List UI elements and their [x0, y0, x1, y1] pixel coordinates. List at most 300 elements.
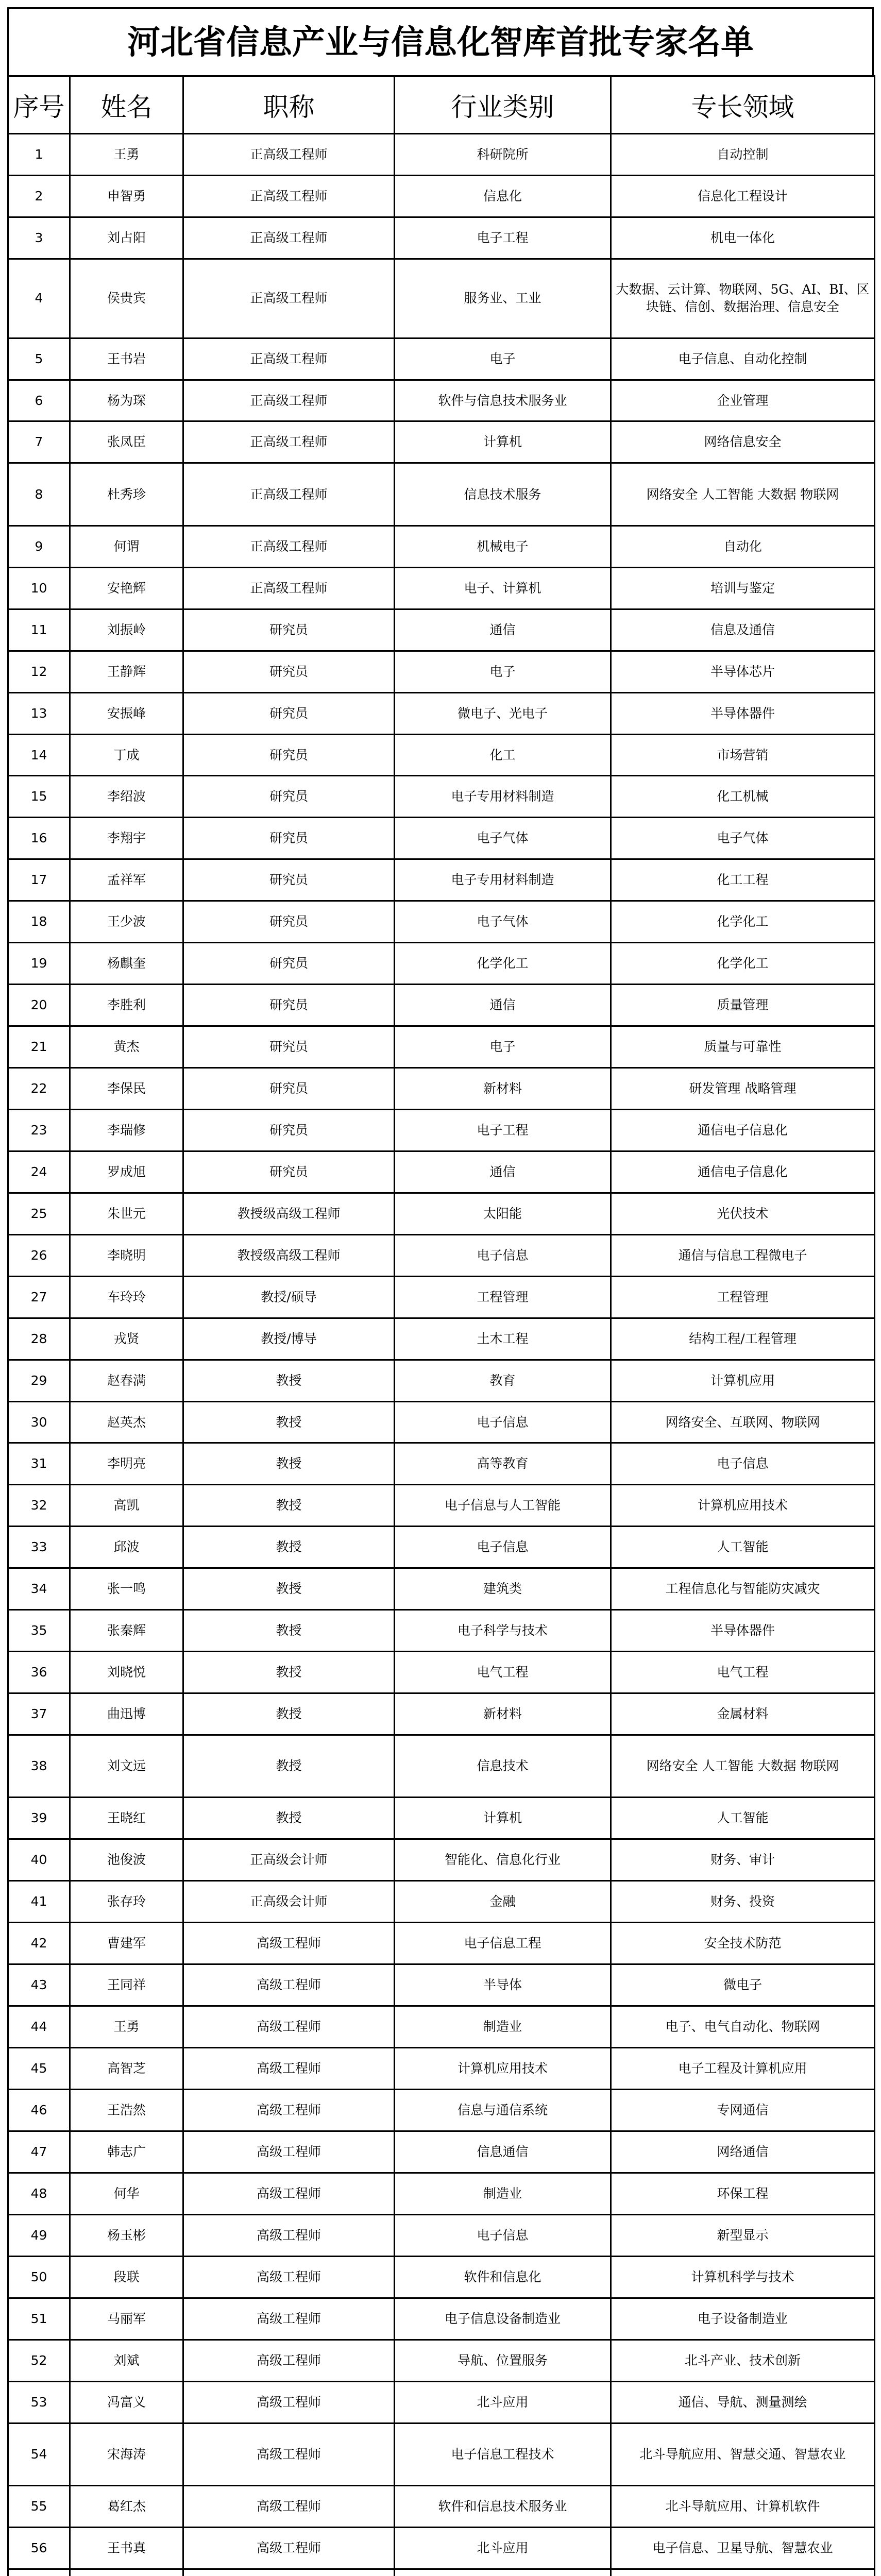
cell-field: 质量管理 [611, 985, 875, 1026]
cell-name: 杨为琛 [70, 380, 183, 421]
table-row [8, 2090, 875, 2131]
cell-industry: 电子气体 [395, 818, 611, 859]
cell-title: 教授 [183, 1360, 395, 1401]
cell-industry: 北斗应用 [395, 2381, 611, 2423]
table-row [8, 1735, 875, 1798]
header-cell-no: 序号 [8, 76, 70, 134]
cell-name: 李保民 [70, 1068, 183, 1110]
cell-field: 人工智能 [611, 1527, 875, 1568]
cell-field: 电子气体 [611, 818, 875, 859]
cell-name: 何谓 [70, 526, 183, 567]
table-row [8, 1443, 875, 1485]
cell-field: 北斗导航应用、智慧交通、智慧农业 [611, 2423, 875, 2485]
cell-industry: 电子信息 [395, 2214, 611, 2256]
cell-industry: 智能化、信息化行业 [395, 1839, 611, 1881]
cell-title: 教授/硕导 [183, 1276, 395, 1318]
cell-title [183, 2569, 395, 2576]
cell-industry: 服务业、工业 [395, 259, 611, 338]
cell-field: 半导体芯片 [611, 651, 875, 692]
cell-industry: 化学化工 [395, 943, 611, 985]
table-row [8, 1193, 875, 1234]
table-row [8, 2214, 875, 2256]
table-row [8, 1923, 875, 1964]
cell-name: 张凤臣 [70, 421, 183, 463]
cell-industry: 制造业 [395, 2006, 611, 2048]
table-row [8, 734, 875, 776]
table-row [8, 943, 875, 985]
cell-name: 刘斌 [70, 2340, 183, 2381]
cell-field: 电子信息、卫星导航、智慧农业 [611, 2527, 875, 2569]
cell-field: 电子信息、自动化控制 [611, 338, 875, 380]
cell-name: 王少波 [70, 901, 183, 943]
table-row [8, 818, 875, 859]
cell-field: 通信电子信息化 [611, 1109, 875, 1151]
cell-industry: 信息与通信系统 [395, 2090, 611, 2131]
cell-title: 教授 [183, 1527, 395, 1568]
cell-field: 网络通信 [611, 2131, 875, 2173]
cell-field: 培训与鉴定 [611, 567, 875, 609]
cell-field: 化工工程 [611, 859, 875, 901]
cell-name: 赵英杰 [70, 1401, 183, 1443]
cell-no: 48 [8, 2173, 70, 2214]
cell-name: 王勇 [70, 2006, 183, 2048]
cell-industry: 太阳能 [395, 1193, 611, 1234]
cell-title: 正高级工程师 [183, 217, 395, 259]
cell-field: 财务、审计 [611, 1839, 875, 1881]
cell-title: 研究员 [183, 609, 395, 651]
cell-title: 高级工程师 [183, 2090, 395, 2131]
cell-industry: 电子、计算机 [395, 567, 611, 609]
table-row [8, 2527, 875, 2569]
cell-field: 信息及通信 [611, 609, 875, 651]
cell-no: 21 [8, 1026, 70, 1068]
table-row [8, 259, 875, 338]
cell-title: 正高级工程师 [183, 526, 395, 567]
cell-title: 正高级工程师 [183, 463, 395, 526]
cell-name: 张一鸣 [70, 1568, 183, 1610]
table-row [8, 567, 875, 609]
cell-field: 质量与可靠性 [611, 1026, 875, 1068]
cell-field: 网络信息安全 [611, 421, 875, 463]
cell-name: 池俊波 [70, 1839, 183, 1881]
table-row [8, 175, 875, 217]
table-row [8, 2340, 875, 2381]
cell-industry: 电子信息与人工智能 [395, 1485, 611, 1527]
cell-no: 17 [8, 859, 70, 901]
table-row [8, 2381, 875, 2423]
cell-name: 刘振岭 [70, 609, 183, 651]
table-row [8, 1276, 875, 1318]
cell-name: 李绍波 [70, 776, 183, 818]
cell-no: 56 [8, 2527, 70, 2569]
cell-industry: 电子信息 [395, 1401, 611, 1443]
cell-industry: 教育 [395, 1360, 611, 1401]
cell-title: 高级工程师 [183, 1964, 395, 2006]
cell-field: 人工智能 [611, 1798, 875, 1839]
cell-field: 通信与信息工程微电子 [611, 1234, 875, 1276]
cell-title: 研究员 [183, 651, 395, 692]
cell-name: 何华 [70, 2173, 183, 2214]
cell-no: 4 [8, 259, 70, 338]
cell-no: 30 [8, 1401, 70, 1443]
cell-name: 王同祥 [70, 1964, 183, 2006]
cell-industry: 计算机 [395, 1798, 611, 1839]
cell-name: 罗成旭 [70, 1151, 183, 1193]
cell-name: 宋海涛 [70, 2423, 183, 2485]
cell-field: 自动化 [611, 526, 875, 567]
cell-title: 正高级工程师 [183, 338, 395, 380]
table-row [8, 1318, 875, 1360]
cell-no [8, 2569, 70, 2576]
cell-no: 16 [8, 818, 70, 859]
cell-field: 北斗导航应用、计算机软件 [611, 2485, 875, 2527]
cell-title: 正高级会计师 [183, 1881, 395, 1923]
cell-industry: 电子工程 [395, 1109, 611, 1151]
cell-field: 研发管理 战略管理 [611, 1068, 875, 1110]
cell-no: 28 [8, 1318, 70, 1360]
table-row [8, 2485, 875, 2527]
cell-field: 计算机应用技术 [611, 1485, 875, 1527]
cell-title: 教授 [183, 1652, 395, 1693]
cell-industry: 微电子、光电子 [395, 692, 611, 734]
cell-field: 金属材料 [611, 1693, 875, 1735]
cell-no: 31 [8, 1443, 70, 1485]
header-row [8, 76, 875, 134]
cell-title: 高级工程师 [183, 2006, 395, 2048]
cell-industry: 北斗应用 [395, 2527, 611, 2569]
cell-name: 杨玉彬 [70, 2214, 183, 2256]
cell-title: 教授 [183, 1401, 395, 1443]
cell-name: 曲迅博 [70, 1693, 183, 1735]
cell-field: 电气工程 [611, 1652, 875, 1693]
table-row [8, 526, 875, 567]
cell-name: 王书岩 [70, 338, 183, 380]
table-row [8, 338, 875, 380]
table-row [8, 1401, 875, 1443]
cell-title: 教授 [183, 1443, 395, 1485]
table-row [8, 1652, 875, 1693]
cell-name: 段联 [70, 2256, 183, 2298]
table-row [8, 1485, 875, 1527]
cell-name: 李胜利 [70, 985, 183, 1026]
cell-no: 8 [8, 463, 70, 526]
cell-name: 韩志广 [70, 2131, 183, 2173]
cell-field: 化学化工 [611, 943, 875, 985]
table-row [8, 1234, 875, 1276]
cell-field: 通信电子信息化 [611, 1151, 875, 1193]
cell-title: 研究员 [183, 692, 395, 734]
cell-title: 教授 [183, 1485, 395, 1527]
cell-no: 50 [8, 2256, 70, 2298]
header-cell-name: 姓名 [70, 76, 183, 134]
cell-title: 教授 [183, 1610, 395, 1652]
cell-field: 新型显示 [611, 2214, 875, 2256]
cell-title: 教授级高级工程师 [183, 1234, 395, 1276]
table-row [8, 1026, 875, 1068]
cell-title: 研究员 [183, 859, 395, 901]
cell-no: 36 [8, 1652, 70, 1693]
cell-title: 高级工程师 [183, 2256, 395, 2298]
table-row [8, 1360, 875, 1401]
cell-field: 财务、投资 [611, 1881, 875, 1923]
cell-no: 5 [8, 338, 70, 380]
cell-field: 环保工程 [611, 2173, 875, 2214]
cell-title: 高级工程师 [183, 2048, 395, 2090]
cell-title: 高级工程师 [183, 2485, 395, 2527]
table-row [8, 692, 875, 734]
cell-title: 正高级工程师 [183, 421, 395, 463]
cell-no: 45 [8, 2048, 70, 2090]
cell-name: 王晓红 [70, 1798, 183, 1839]
cell-industry: 软件和信息化 [395, 2256, 611, 2298]
cell-no: 10 [8, 567, 70, 609]
table-row [8, 134, 875, 176]
cell-field: 工程信息化与智能防灾减灾 [611, 1568, 875, 1610]
cell-no: 15 [8, 776, 70, 818]
cell-no: 7 [8, 421, 70, 463]
cell-no: 53 [8, 2381, 70, 2423]
cell-industry: 软件与信息技术服务业 [395, 380, 611, 421]
cell-name: 邱波 [70, 1527, 183, 1568]
table-row [8, 1568, 875, 1610]
cell-no: 51 [8, 2298, 70, 2340]
cell-industry: 半导体 [395, 1964, 611, 2006]
cell-no: 2 [8, 175, 70, 217]
cell-name: 曹建军 [70, 1923, 183, 1964]
cell-industry: 金融 [395, 1881, 611, 1923]
cell-no: 23 [8, 1109, 70, 1151]
cell-no: 14 [8, 734, 70, 776]
cell-no: 41 [8, 1881, 70, 1923]
cell-industry [395, 2569, 611, 2576]
cell-title: 研究员 [183, 985, 395, 1026]
table-row [8, 1798, 875, 1839]
cell-no: 18 [8, 901, 70, 943]
cell-name: 刘文远 [70, 1735, 183, 1798]
cell-industry: 电子信息设备制造业 [395, 2298, 611, 2340]
cell-industry: 建筑类 [395, 1568, 611, 1610]
cell-title: 研究员 [183, 776, 395, 818]
cell-no: 11 [8, 609, 70, 651]
table-row [8, 2048, 875, 2090]
cell-name: 王静辉 [70, 651, 183, 692]
header-cell-industry: 行业类别 [395, 76, 611, 134]
cell-title: 研究员 [183, 1151, 395, 1193]
cell-no: 55 [8, 2485, 70, 2527]
cell-title: 高级工程师 [183, 2527, 395, 2569]
cell-name: 刘占阳 [70, 217, 183, 259]
cell-industry: 通信 [395, 609, 611, 651]
cell-field: 半导体器件 [611, 1610, 875, 1652]
cell-no: 33 [8, 1527, 70, 1568]
cell-industry: 机械电子 [395, 526, 611, 567]
cell-industry: 电子专用材料制造 [395, 859, 611, 901]
cell-no: 43 [8, 1964, 70, 2006]
cell-industry: 新材料 [395, 1693, 611, 1735]
cell-industry: 信息通信 [395, 2131, 611, 2173]
table-row [8, 901, 875, 943]
cell-field: 计算机应用 [611, 1360, 875, 1401]
cell-field [611, 2569, 875, 2576]
cell-industry: 电子 [395, 1026, 611, 1068]
cell-title: 正高级工程师 [183, 567, 395, 609]
cell-name: 王书真 [70, 2527, 183, 2569]
cell-title: 高级工程师 [183, 2298, 395, 2340]
cell-name: 李明亮 [70, 1443, 183, 1485]
cell-name: 王勇 [70, 134, 183, 176]
cell-industry: 土木工程 [395, 1318, 611, 1360]
table-row [8, 776, 875, 818]
cell-no: 52 [8, 2340, 70, 2381]
cell-no: 42 [8, 1923, 70, 1964]
cell-no: 35 [8, 1610, 70, 1652]
table-row [8, 2006, 875, 2048]
cell-name: 张秦辉 [70, 1610, 183, 1652]
table-row [8, 1610, 875, 1652]
cell-industry: 电子专用材料制造 [395, 776, 611, 818]
cell-title: 教授 [183, 1798, 395, 1839]
cell-name: 安艳辉 [70, 567, 183, 609]
cell-no: 38 [8, 1735, 70, 1798]
expert-table [7, 75, 875, 2576]
table-row [8, 1151, 875, 1193]
cell-name: 李晓明 [70, 1234, 183, 1276]
table-row [8, 2569, 875, 2576]
cell-field: 化工机械 [611, 776, 875, 818]
cell-no: 24 [8, 1151, 70, 1193]
cell-no: 39 [8, 1798, 70, 1839]
cell-industry: 电子信息工程技术 [395, 2423, 611, 2485]
cell-name: 孟祥军 [70, 859, 183, 901]
cell-name [70, 2569, 183, 2576]
cell-no: 46 [8, 2090, 70, 2131]
cell-industry: 化工 [395, 734, 611, 776]
table-body [8, 134, 875, 2576]
cell-field: 微电子 [611, 1964, 875, 2006]
cell-no: 20 [8, 985, 70, 1026]
cell-name: 高凯 [70, 1485, 183, 1527]
expert-list-sheet [7, 7, 874, 2576]
cell-title: 教授 [183, 1568, 395, 1610]
cell-no: 1 [8, 134, 70, 176]
table-row [8, 609, 875, 651]
cell-title: 研究员 [183, 734, 395, 776]
cell-industry: 信息技术服务 [395, 463, 611, 526]
cell-title: 高级工程师 [183, 2381, 395, 2423]
cell-industry: 科研院所 [395, 134, 611, 176]
cell-no: 25 [8, 1193, 70, 1234]
cell-name: 冯富义 [70, 2381, 183, 2423]
cell-name: 高智芝 [70, 2048, 183, 2090]
cell-no: 6 [8, 380, 70, 421]
cell-field: 自动控制 [611, 134, 875, 176]
cell-no: 22 [8, 1068, 70, 1110]
cell-industry: 软件和信息技术服务业 [395, 2485, 611, 2527]
cell-title: 正高级会计师 [183, 1839, 395, 1881]
cell-industry: 制造业 [395, 2173, 611, 2214]
header-cell-field: 专长领域 [611, 76, 875, 134]
cell-no: 27 [8, 1276, 70, 1318]
document-title: 河北省信息产业与信息化智库首批专家名单 [7, 7, 874, 75]
cell-field: 计算机科学与技术 [611, 2256, 875, 2298]
cell-name: 葛红杰 [70, 2485, 183, 2527]
header-cell-title: 职称 [183, 76, 395, 134]
cell-industry: 信息技术 [395, 1735, 611, 1798]
cell-title: 教授/博导 [183, 1318, 395, 1360]
table-row [8, 2131, 875, 2173]
cell-field: 安全技术防范 [611, 1923, 875, 1964]
cell-name: 戎贤 [70, 1318, 183, 1360]
cell-field: 北斗产业、技术创新 [611, 2340, 875, 2381]
cell-industry: 导航、位置服务 [395, 2340, 611, 2381]
table-row [8, 2298, 875, 2340]
cell-no: 3 [8, 217, 70, 259]
cell-name: 李瑞修 [70, 1109, 183, 1151]
cell-industry: 电子工程 [395, 217, 611, 259]
cell-field: 电子设备制造业 [611, 2298, 875, 2340]
cell-industry: 通信 [395, 985, 611, 1026]
cell-name: 李翔宇 [70, 818, 183, 859]
cell-name: 赵春满 [70, 1360, 183, 1401]
cell-field: 网络安全、互联网、物联网 [611, 1401, 875, 1443]
cell-industry: 通信 [395, 1151, 611, 1193]
table-row [8, 859, 875, 901]
cell-no: 40 [8, 1839, 70, 1881]
table-row [8, 2173, 875, 2214]
cell-industry: 电子科学与技术 [395, 1610, 611, 1652]
table-row [8, 380, 875, 421]
cell-no: 9 [8, 526, 70, 567]
cell-no: 19 [8, 943, 70, 985]
cell-name: 申智勇 [70, 175, 183, 217]
table-row [8, 651, 875, 692]
cell-no: 29 [8, 1360, 70, 1401]
cell-title: 研究员 [183, 818, 395, 859]
cell-field: 机电一体化 [611, 217, 875, 259]
cell-title: 研究员 [183, 1026, 395, 1068]
cell-field: 市场营销 [611, 734, 875, 776]
cell-name: 安振峰 [70, 692, 183, 734]
cell-field: 信息化工程设计 [611, 175, 875, 217]
cell-name: 杨麒奎 [70, 943, 183, 985]
table-row [8, 1881, 875, 1923]
cell-field: 企业管理 [611, 380, 875, 421]
cell-title: 正高级工程师 [183, 259, 395, 338]
cell-field: 网络安全 人工智能 大数据 物联网 [611, 1735, 875, 1798]
cell-title: 研究员 [183, 1109, 395, 1151]
cell-name: 张存玲 [70, 1881, 183, 1923]
cell-title: 高级工程师 [183, 2340, 395, 2381]
table-row [8, 1964, 875, 2006]
cell-no: 34 [8, 1568, 70, 1610]
cell-industry: 电气工程 [395, 1652, 611, 1693]
cell-name: 丁成 [70, 734, 183, 776]
cell-name: 杜秀珍 [70, 463, 183, 526]
cell-name: 马丽军 [70, 2298, 183, 2340]
cell-title: 高级工程师 [183, 2423, 395, 2485]
cell-industry: 电子气体 [395, 901, 611, 943]
cell-industry: 计算机 [395, 421, 611, 463]
cell-field: 通信、导航、测量测绘 [611, 2381, 875, 2423]
cell-title: 研究员 [183, 943, 395, 985]
cell-industry: 信息化 [395, 175, 611, 217]
cell-no: 32 [8, 1485, 70, 1527]
cell-industry: 电子信息 [395, 1527, 611, 1568]
cell-field: 网络安全 人工智能 大数据 物联网 [611, 463, 875, 526]
table-row [8, 2423, 875, 2485]
cell-industry: 新材料 [395, 1068, 611, 1110]
cell-field: 光伏技术 [611, 1193, 875, 1234]
